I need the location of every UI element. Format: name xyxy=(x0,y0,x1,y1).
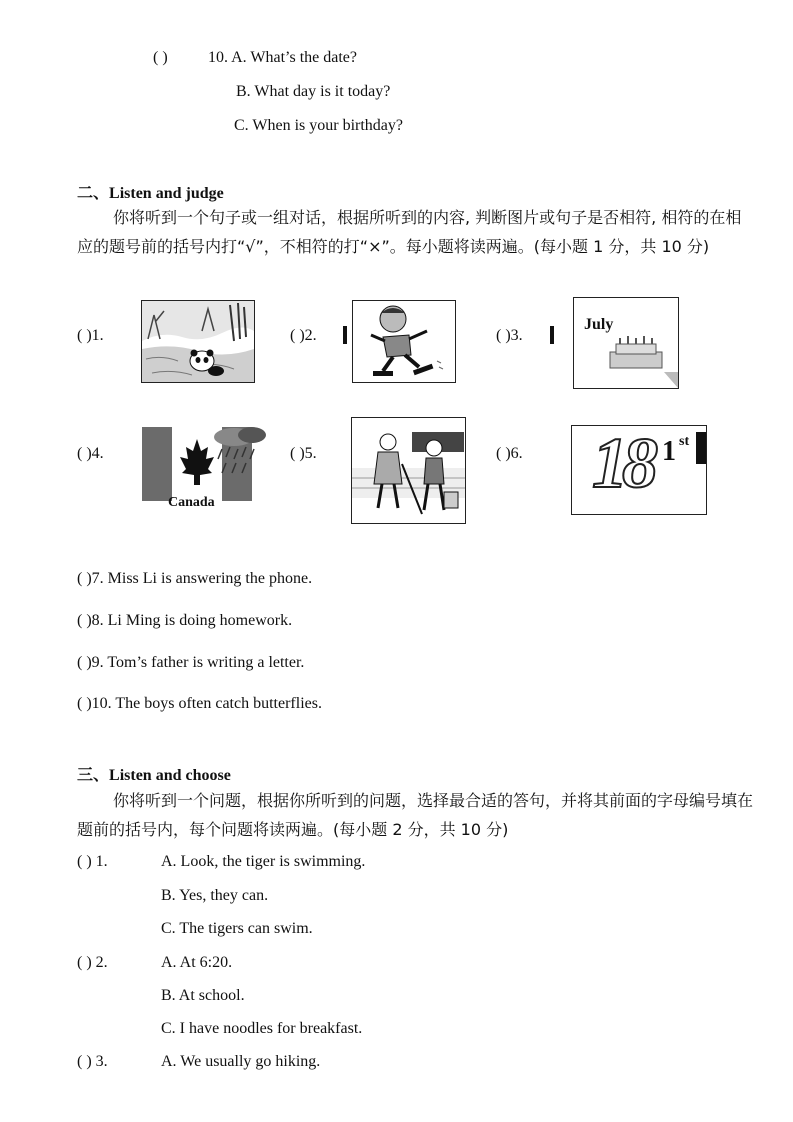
q10-prev-option-b: B. What day is it today? xyxy=(236,83,391,100)
choose-q1-label: ( ) 1. xyxy=(77,853,108,870)
section3-instruction xyxy=(77,786,757,844)
judge-item-10: ( )10. The boys often catch butterflies. xyxy=(77,695,322,712)
q10-prev-bracket: ( ) xyxy=(153,49,168,66)
section3-heading xyxy=(77,762,231,785)
picture-kids-cleaning xyxy=(351,417,466,524)
pic6-digit: 1 xyxy=(662,436,676,467)
choose-q2-option-b: B. At school. xyxy=(161,987,245,1004)
section2-heading-num: 二、 xyxy=(77,183,110,202)
black-marker-6 xyxy=(696,432,706,464)
judge-item-3-label: ( )3. xyxy=(496,327,523,344)
black-marker-3 xyxy=(550,326,554,344)
judge-item-6-label: ( )6. xyxy=(496,445,523,462)
judge-item-8: ( )8. Li Ming is doing homework. xyxy=(77,612,293,629)
choose-q2-label: ( ) 2. xyxy=(77,954,108,971)
pic3-july-text: July xyxy=(584,316,614,333)
choose-q3-option-a: A. We usually go hiking. xyxy=(161,1053,321,1070)
judge-item-7: ( )7. Miss Li is answering the phone. xyxy=(77,570,313,587)
choose-q1-option-b: B. Yes, they can. xyxy=(161,887,269,904)
choose-q3-label: ( ) 3. xyxy=(77,1053,108,1070)
section2-heading xyxy=(77,180,224,203)
q10-prev-option-c: C. When is your birthday? xyxy=(234,117,404,134)
picture-panda-river xyxy=(141,300,255,383)
picture-july-cake xyxy=(573,297,679,389)
q10-prev-option-a-text: A. What’s the date? xyxy=(231,49,358,66)
choose-q2-option-c: C. I have noodles for breakfast. xyxy=(161,1020,363,1037)
choose-q1-option-a: A. Look, the tiger is swimming. xyxy=(161,853,366,870)
section3-heading-en: Listen and choose xyxy=(109,767,231,784)
judge-item-2-label: ( )2. xyxy=(290,327,317,344)
q10-prev-option-a xyxy=(208,49,357,67)
choose-q2-option-a: A. At 6:20. xyxy=(161,954,233,971)
pic6-big-number: 18 xyxy=(592,425,652,503)
section3-instruction-text: 你将听到一个问题，根据你所听到的问题，选择最合适的答句，并将其前面的字母编号填在题前的括号内，每个问题将读两遍。(每小题 2 分，共 10 分) xyxy=(77,791,754,839)
pic6-suffix: st xyxy=(679,434,690,449)
q10-prev-number: 10. xyxy=(208,49,228,66)
black-marker-2 xyxy=(343,326,347,344)
judge-item-9: ( )9. Tom’s father is writing a letter. xyxy=(77,654,305,671)
picture-date-18th xyxy=(571,425,707,515)
picture-canada-rain xyxy=(142,425,270,515)
judge-item-4-label: ( )4. xyxy=(77,445,104,462)
section2-instruction xyxy=(77,203,757,261)
judge-item-5-label: ( )5. xyxy=(290,445,317,462)
section2-heading-en: Listen and judge xyxy=(109,185,224,202)
picture-boy-skating xyxy=(352,300,456,383)
judge-item-1-label: ( )1. xyxy=(77,327,104,344)
choose-q1-option-c: C. The tigers can swim. xyxy=(161,920,313,937)
section3-heading-num: 三、 xyxy=(77,765,110,784)
section2-instruction-text: 你将听到一个句子或一组对话，根据所听到的内容, 判断图片或句子是否相符, 相符的在相应的题号前的括号内打“√”，不相符的打“×”。每小题将读两遍。(每小题 1 分，共 10 分) xyxy=(77,208,742,256)
pic4-canada-text: Canada xyxy=(168,495,215,510)
